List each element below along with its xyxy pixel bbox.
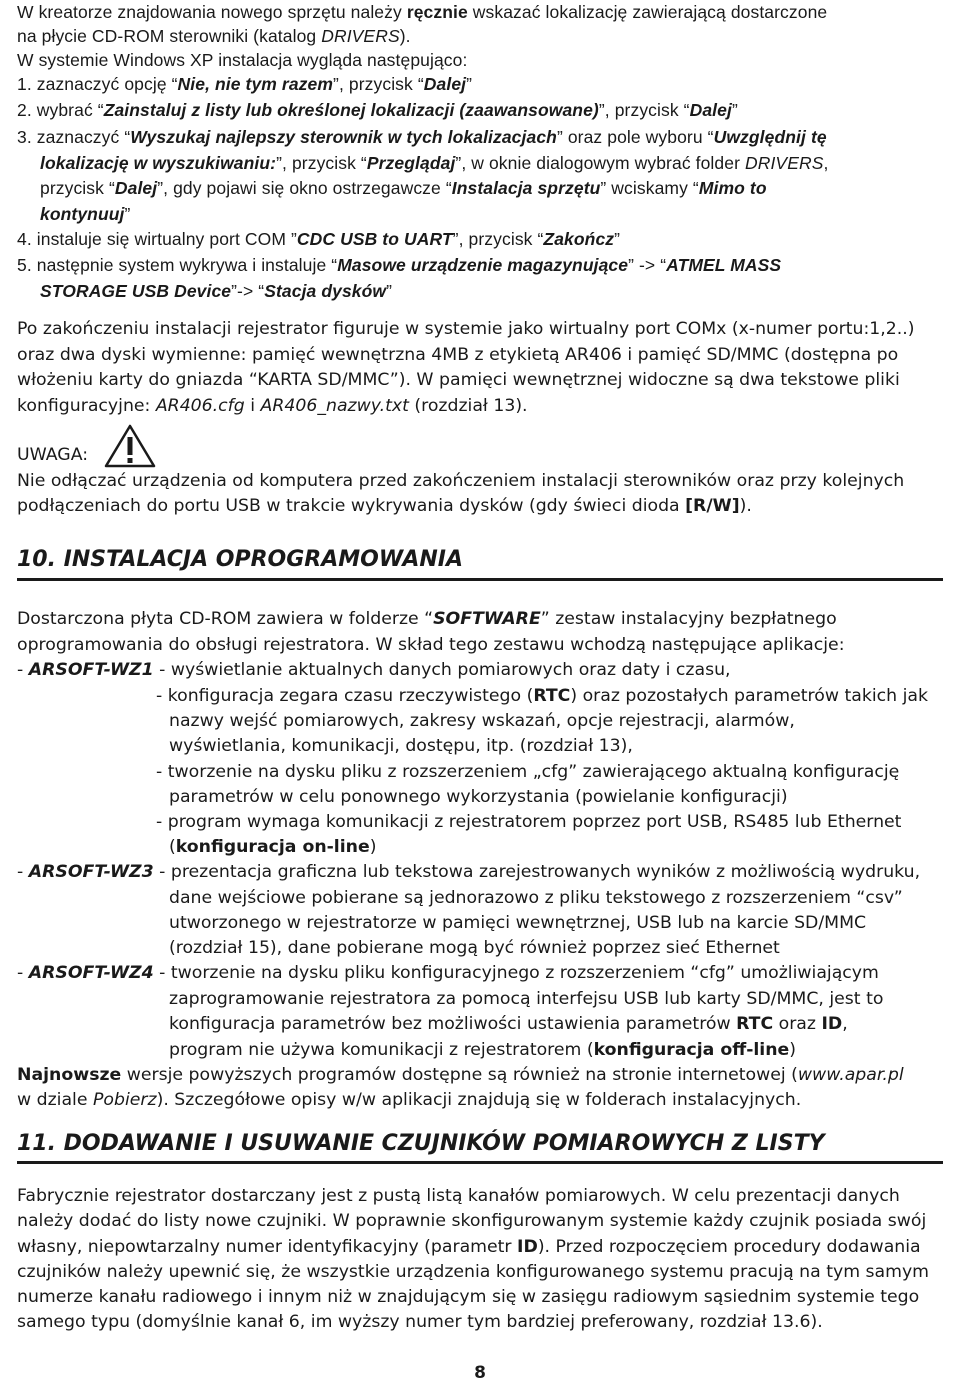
sensors-line-2: należy dodać do listy nowe czujniki. W poprawnie skonfigurowanym systemie każdy czujnik posiada swój: [17, 1211, 927, 1231]
wz4-line-3: konfiguracja parametrów bez możliwości ustawienia parametrów RTC oraz ID,: [169, 1014, 848, 1034]
wz1-line-7: - program wymaga komunikacji z rejestratorem poprzez port USB, RS485 lub Ethernet: [156, 812, 902, 832]
warning-label: UWAGA:: [17, 445, 89, 465]
sensors-line-4: czujników należy upewnić się, że wszystkie urządzenia konfigurowanego systemu pracują na tym samym: [17, 1262, 930, 1282]
section-10-heading: 10. INSTALACJA OPROGRAMOWANIA: [17, 547, 464, 572]
wz1-line-8: (konfiguracja on-line): [169, 837, 377, 857]
software-line-2: oprogramowania do obsługi rejestratora. W skład tego zestawu wchodzą następujące aplikacje:: [17, 635, 845, 655]
wz3-line-4: (rozdział 15), dane pobierane mogą być również poprzez sieć Ethernet: [169, 938, 780, 958]
intro-line-2: na płycie CD-ROM sterowniki (katalog DRIVERS).: [17, 26, 411, 46]
wz1-line-1: - ARSOFT-WZ1 - wyświetlanie aktualnych danych pomiarowych oraz daty i czasu,: [17, 660, 731, 680]
sensors-line-1: Fabrycznie rejestrator dostarczany jest z pustą listą kanałów pomiarowych. W celu prezentacji danych: [17, 1186, 900, 1206]
wz1-line-2: - konfiguracja zegara czasu rzeczywistego (RTC) oraz pozostałych parametrów takich jak: [156, 686, 928, 706]
sensors-line-3: własny, niepowtarzalny numer identyfikacyjny (parametr ID). Przed rozpoczęciem procedury dodawania: [17, 1237, 921, 1257]
step-3-line-2: lokalizację w wyszukiwaniu:”, przycisk “Przeglądaj”, w oknie dialogowym wybrać folder DRIVERS,: [40, 153, 829, 173]
after-install-line-1: Po zakończeniu instalacji rejestrator figuruje w systemie jako wirtualny port COMx (x-numer portu:1,2..): [17, 319, 915, 339]
step-5-line-2: STORAGE USB Device”-> “Stacja dysków”: [40, 281, 393, 301]
page-number: 8: [474, 1363, 486, 1383]
step-3-line-3: przycisk “Dalej”, gdy pojawi się okno ostrzegawcze “Instalacja sprzętu” wciskamy “Mimo to: [40, 178, 767, 198]
newest-line-2: w dziale Pobierz). Szczegółowe opisy w/w aplikacji znajdują się w folderach instalacyjnych.: [17, 1090, 802, 1110]
step-5-line-1: 5. następnie system wykrywa i instaluje “Masowe urządzenie magazynujące” -> “ATMEL MASS: [17, 255, 782, 275]
wz4-line-1: - ARSOFT-WZ4 - tworzenie na dysku pliku konfiguracyjnego z rozszerzeniem “cfg” umożliwiającym: [17, 963, 879, 983]
step-3-line-4: kontynuuj”: [40, 204, 131, 224]
wz3-line-3: utworzonego w rejestratorze w pamięci wewnętrznej, USB lub na karcie SD/MMC: [169, 913, 867, 933]
section-10-rule: [17, 578, 943, 581]
wz4-line-2: zaprogramowanie rejestratora za pomocą interfejsu USB lub karty SD/MMC, jest to: [169, 989, 884, 1009]
wz1-line-6: parametrów w celu ponownego wykorzystania (powielanie konfiguracji): [169, 787, 788, 807]
warning-triangle-icon: [104, 424, 156, 468]
wz1-line-5: - tworzenie na dysku pliku z rozszerzeniem „cfg” zawierającego aktualną konfigurację: [156, 762, 900, 782]
wz3-line-1: - ARSOFT-WZ3 - prezentacja graficzna lub tekstowa zarejestrowanych wyników z możliwością wydruku,: [17, 862, 921, 882]
after-install-line-2: oraz dwa dyski wymienne: pamięć wewnętrzna 4MB z etykietą AR406 i pamięć SD/MMC (dostępna po: [17, 345, 899, 365]
step-1: 1. zaznaczyć opcję “Nie, nie tym razem”, przycisk “Dalej”: [17, 74, 473, 94]
wz4-line-4: program nie używa komunikacji z rejestratorem (konfiguracja off-line): [169, 1040, 796, 1060]
step-2: 2. wybrać “Zainstaluj z listy lub określonej lokalizacji (zaawansowane)”, przycisk “Dalej”: [17, 100, 738, 120]
intro-line-1: W kreatorze znajdowania nowego sprzętu należy ręcznie wskazać lokalizację zawierającą dostarczone: [17, 2, 828, 22]
sensors-line-6: samego typu (domyślnie kanał 6, im wyższy numer tym bardziej preferowany, rozdział 13.6).: [17, 1312, 823, 1332]
newest-line-1: Najnowsze wersje powyższych programów dostępne są również na stronie internetowej (www.apar.pl: [17, 1065, 904, 1085]
step-3-line-1: 3. zaznaczyć “Wyszukaj najlepszy sterownik w tych lokalizacjach” oraz pole wyboru “Uwzględnij tę: [17, 127, 827, 147]
warning-line-2: podłączeniach do portu USB w trakcie wykrywania dysków (gdy świeci dioda [R/W]).: [17, 496, 752, 516]
software-line-1: Dostarczona płyta CD-ROM zawiera w folderze “SOFTWARE” zestaw instalacyjny bezpłatnego: [17, 609, 837, 629]
section-11-heading: 11. DODAWANIE I USUWANIE CZUJNIKÓW POMIAROWYCH Z LISTY: [17, 1131, 825, 1156]
wz1-line-3: nazwy wejść pomiarowych, zakresy wskazań, opcje rejestracji, alarmów,: [169, 711, 795, 731]
wz1-line-4: wyświetlania, komunikacji, dostępu, itp. (rozdział 13),: [169, 736, 633, 756]
after-install-line-3: włożeniu karty do gniazda “KARTA SD/MMC”). W pamięci wewnętrznej widoczne są dwa tekstowe pliki: [17, 370, 900, 390]
wz3-line-2: dane wejściowe pobierane są jednorazowo z pliku tekstowego z rozszerzeniem “csv”: [169, 888, 903, 908]
step-4: 4. instaluje się wirtualny port COM ”CDC USB to UART”, przycisk “Zakończ”: [17, 229, 621, 249]
section-11-rule: [17, 1161, 943, 1164]
intro-line-3: W systemie Windows XP instalacja wygląda następująco:: [17, 50, 468, 70]
after-install-line-4: konfiguracyjne: AR406.cfg i AR406_nazwy.txt (rozdział 13).: [17, 396, 528, 416]
warning-line-1: Nie odłączać urządzenia od komputera przed zakończeniem instalacji sterowników oraz przy kolejnych: [17, 471, 905, 491]
sensors-line-5: numerze kanału radiowego i innym niż w znajdującym się w zasięgu radiowym sąsiednim systemie tego: [17, 1287, 920, 1307]
